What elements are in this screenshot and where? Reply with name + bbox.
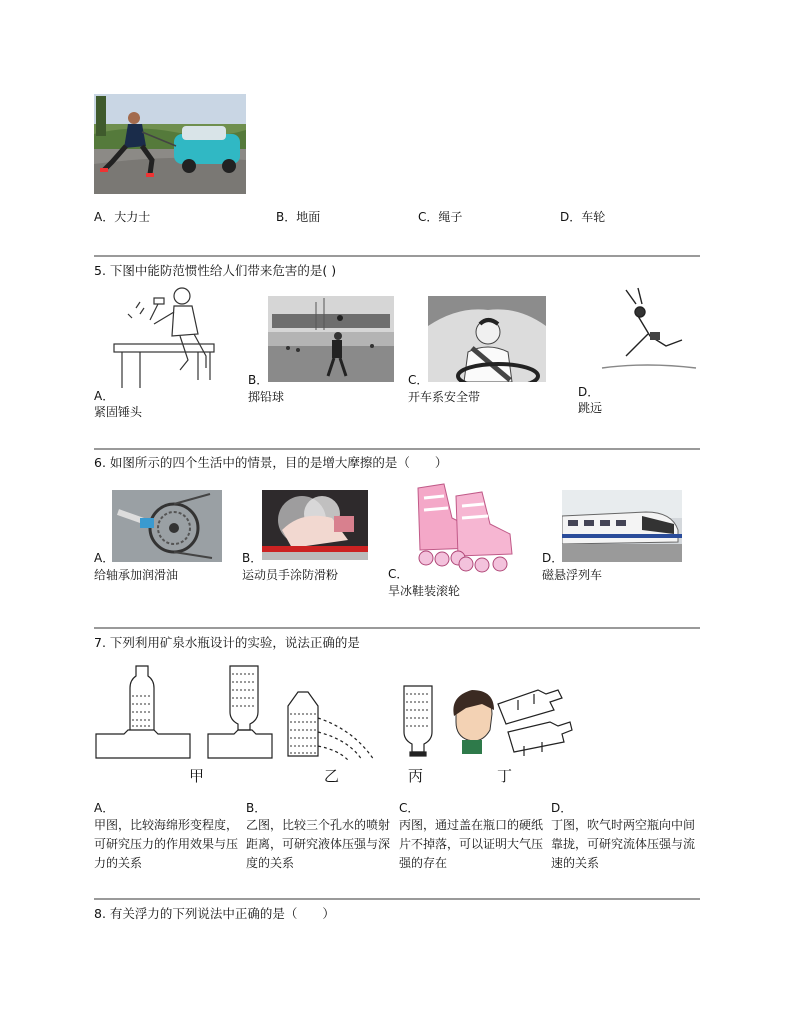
q7-option-d-text: 丁图，吹气时两空瓶向中间靠拢，可研究流体压强与流速的关系 [551, 818, 696, 870]
q6-option-d [542, 550, 602, 583]
q7-option-a-letter: A． [94, 801, 115, 815]
option-letter: D． [542, 551, 564, 565]
option-text: 运动员手涂防滑粉 [242, 568, 339, 582]
section-divider [94, 627, 700, 629]
option-text: 掷铅球 [248, 390, 285, 404]
option-text: 地面 [296, 210, 321, 224]
option-letter: A． [94, 210, 115, 224]
figure-label-ding: 丁 [497, 767, 513, 785]
option-letter: A． [94, 389, 115, 403]
figure-label-yi: 乙 [324, 767, 340, 785]
q6-option-a [94, 550, 178, 583]
option-letter: C． [418, 210, 439, 224]
option-letter: B． [276, 210, 297, 224]
q7-option-a-text: 甲图，比较海绵形变程度，可研究压力的作用效果与压力的关系 [94, 818, 239, 870]
option-letter: C． [408, 373, 429, 387]
q7-option-c-letter: C． [399, 801, 420, 815]
q5-option-d [578, 384, 602, 416]
section-divider [94, 255, 700, 257]
option-text: 跳远 [578, 401, 603, 415]
q7-option-b-text: 乙图，比较三个孔水的喷射距离，可研究液体压强与深度的关系 [246, 818, 391, 870]
option-text: 车轮 [581, 210, 606, 224]
q5-stem: 5. 下图中能防范惯性给人们带来危害的是( ) [94, 263, 337, 278]
option-text: 磁悬浮列车 [542, 568, 603, 582]
option-letter: C． [388, 567, 409, 581]
option-letter: B． [242, 551, 263, 565]
option-letter: D． [560, 210, 582, 224]
option-text: 紧固锤头 [94, 405, 143, 419]
q5-option-c [408, 372, 480, 405]
section-divider [94, 898, 700, 900]
option-letter: A． [94, 551, 115, 565]
option-letter: B． [248, 373, 269, 387]
option-text: 开车系安全带 [408, 390, 481, 404]
option-letter: D． [578, 385, 600, 399]
q4-option-c [418, 210, 462, 225]
long-jump-drawing [596, 284, 700, 380]
q6-stem: 6. 如图所示的四个生活中的情景，目的是增大摩擦的是（ ） [94, 455, 448, 470]
hammer-man-drawing [110, 284, 228, 392]
option-text: 旱冰鞋装滚轮 [388, 584, 461, 598]
seat-belt-photo [428, 296, 546, 382]
shot-put-photo [268, 296, 394, 382]
q5-option-a [94, 388, 142, 420]
bottle-experiments-diagram [94, 660, 594, 788]
section-divider [94, 448, 700, 450]
option-text: 绳子 [438, 210, 463, 224]
figure-label-bing: 丙 [408, 767, 424, 785]
q6-option-c [388, 566, 460, 599]
q5-option-b [248, 372, 284, 405]
q4-option-b [276, 210, 320, 225]
q8-stem: 8. 有关浮力的下列说法中正确的是（ ） [94, 906, 335, 921]
q7-option-d-letter: D． [551, 801, 573, 815]
q7-option-c-text: 丙图，通过盖在瓶口的硬纸片不掉落，可以证明大气压强的存在 [399, 818, 544, 870]
roller-skates-image [408, 478, 524, 574]
q7-stem: 7. 下列利用矿泉水瓶设计的实验，说法正确的是 [94, 635, 360, 650]
water-marks-jia [132, 694, 152, 728]
option-text: 大力士 [114, 210, 151, 224]
q4-option-a [94, 210, 150, 225]
q4-option-d [560, 210, 605, 225]
q7-option-b-letter: B． [246, 801, 267, 815]
strongman-pulling-car-photo [94, 94, 246, 194]
figure-label-jia: 甲 [189, 767, 205, 785]
option-text: 给轴承加润滑油 [94, 568, 179, 582]
q6-option-b [242, 550, 338, 583]
